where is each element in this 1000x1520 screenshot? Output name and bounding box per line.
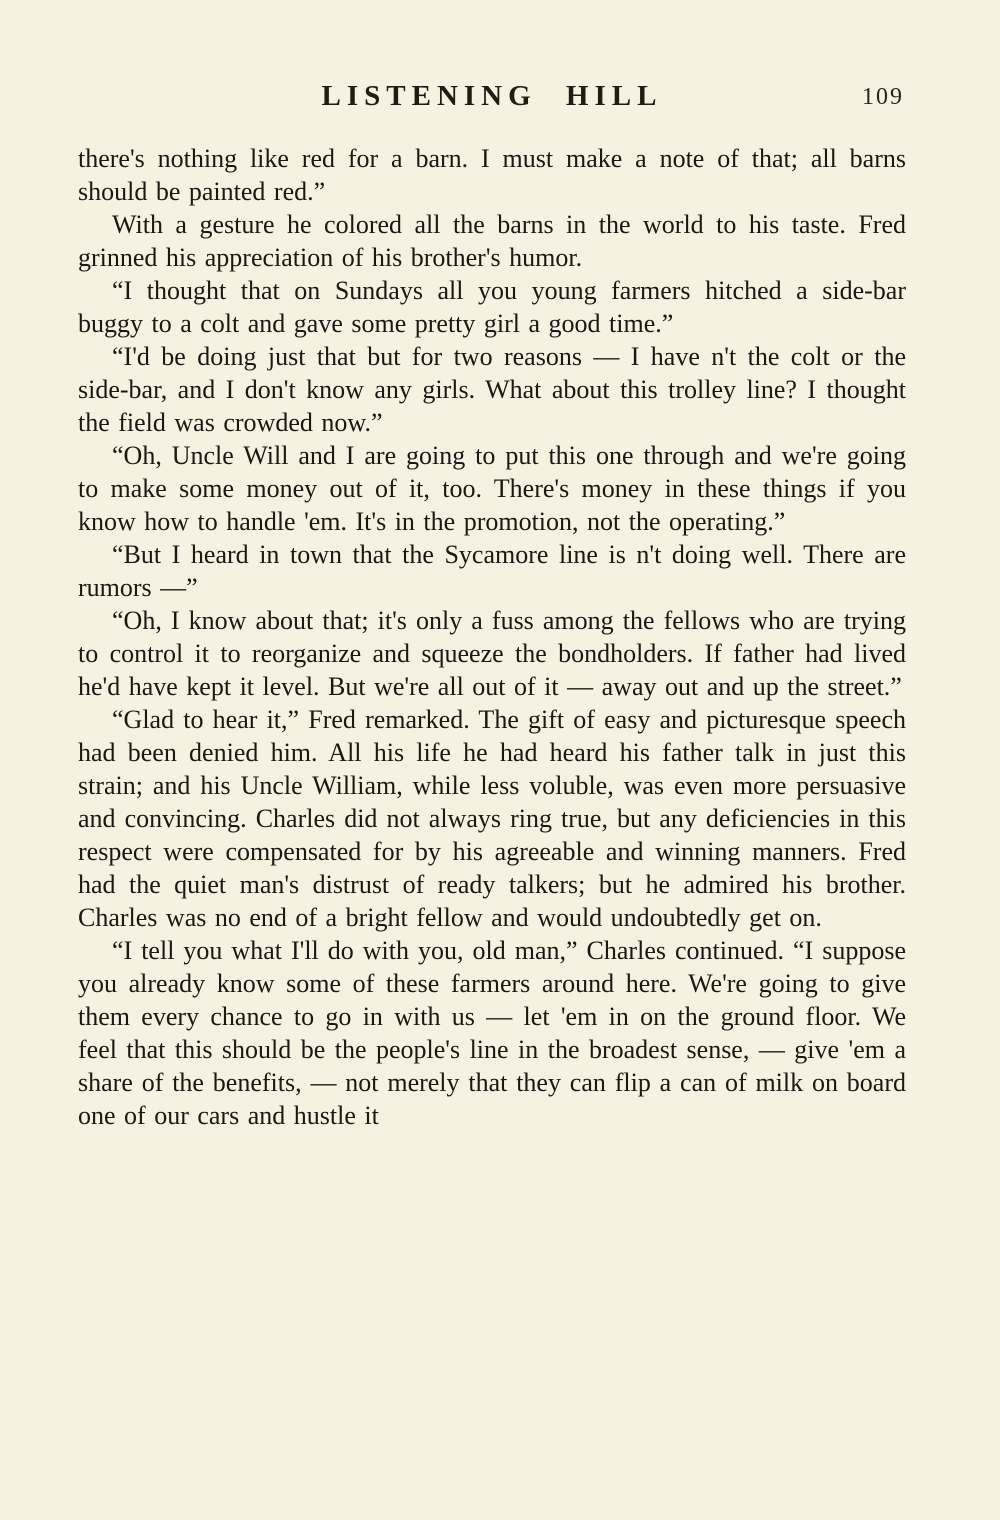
page-text [78,142,906,1132]
page-number: 109 [862,84,904,110]
page-header [78,80,906,120]
paragraph: “Oh, I know about that; it's only a fuss among the fellows who are trying to control it to reorganize and squeeze the bondholders. If father had lived he'd have kept it level. But we're all out of it — away out and up the street.” [78,606,906,701]
paragraph: With a gesture he colored all the barns in the world to his taste. Fred grinned his appreciation of his brother's humor. [78,210,906,272]
paragraph: there's nothing like red for a barn. I must make a note of that; all barns should be painted red.” [78,144,906,206]
running-title: LISTENING HILL [321,80,663,112]
paragraph: “But I heard in town that the Sycamore line is n't doing well. There are rumors —” [78,540,906,602]
paragraph: “I thought that on Sundays all you young farmers hitched a side-bar buggy to a colt and gave some pretty girl a good time.” [78,276,906,338]
paragraph: “I tell you what I'll do with you, old man,” Charles continued. “I suppose you already know some of these farmers around here. We're going to give them every chance to go in with us — let 'em in on the ground floor. We feel that this should be the people's line in the broadest sense, — give 'em a share of the benefits, — not merely that they can flip a can of milk on board one of our cars and hustle it [78,936,906,1130]
paragraph: “Glad to hear it,” Fred remarked. The gift of easy and picturesque speech had been denied him. All his life he had heard his father talk in just this strain; and his Uncle William, while less voluble, was even more persuasive and convincing. Charles did not always ring true, but any deficiencies in this respect were compensated for by his agreeable and winning manners. Fred had the quiet man's distrust of ready talkers; but he admired his brother. Charles was no end of a bright fellow and would undoubtedly get on. [78,705,906,932]
paragraph: “I'd be doing just that but for two reasons — I have n't the colt or the side-bar, and I don't know any girls. What about this trolley line? I thought the field was crowded now.” [78,342,906,437]
paragraph: “Oh, Uncle Will and I are going to put this one through and we're going to make some money out of it, too. There's money in these things if you know how to handle 'em. It's in the promotion, not the operating.” [78,441,906,536]
